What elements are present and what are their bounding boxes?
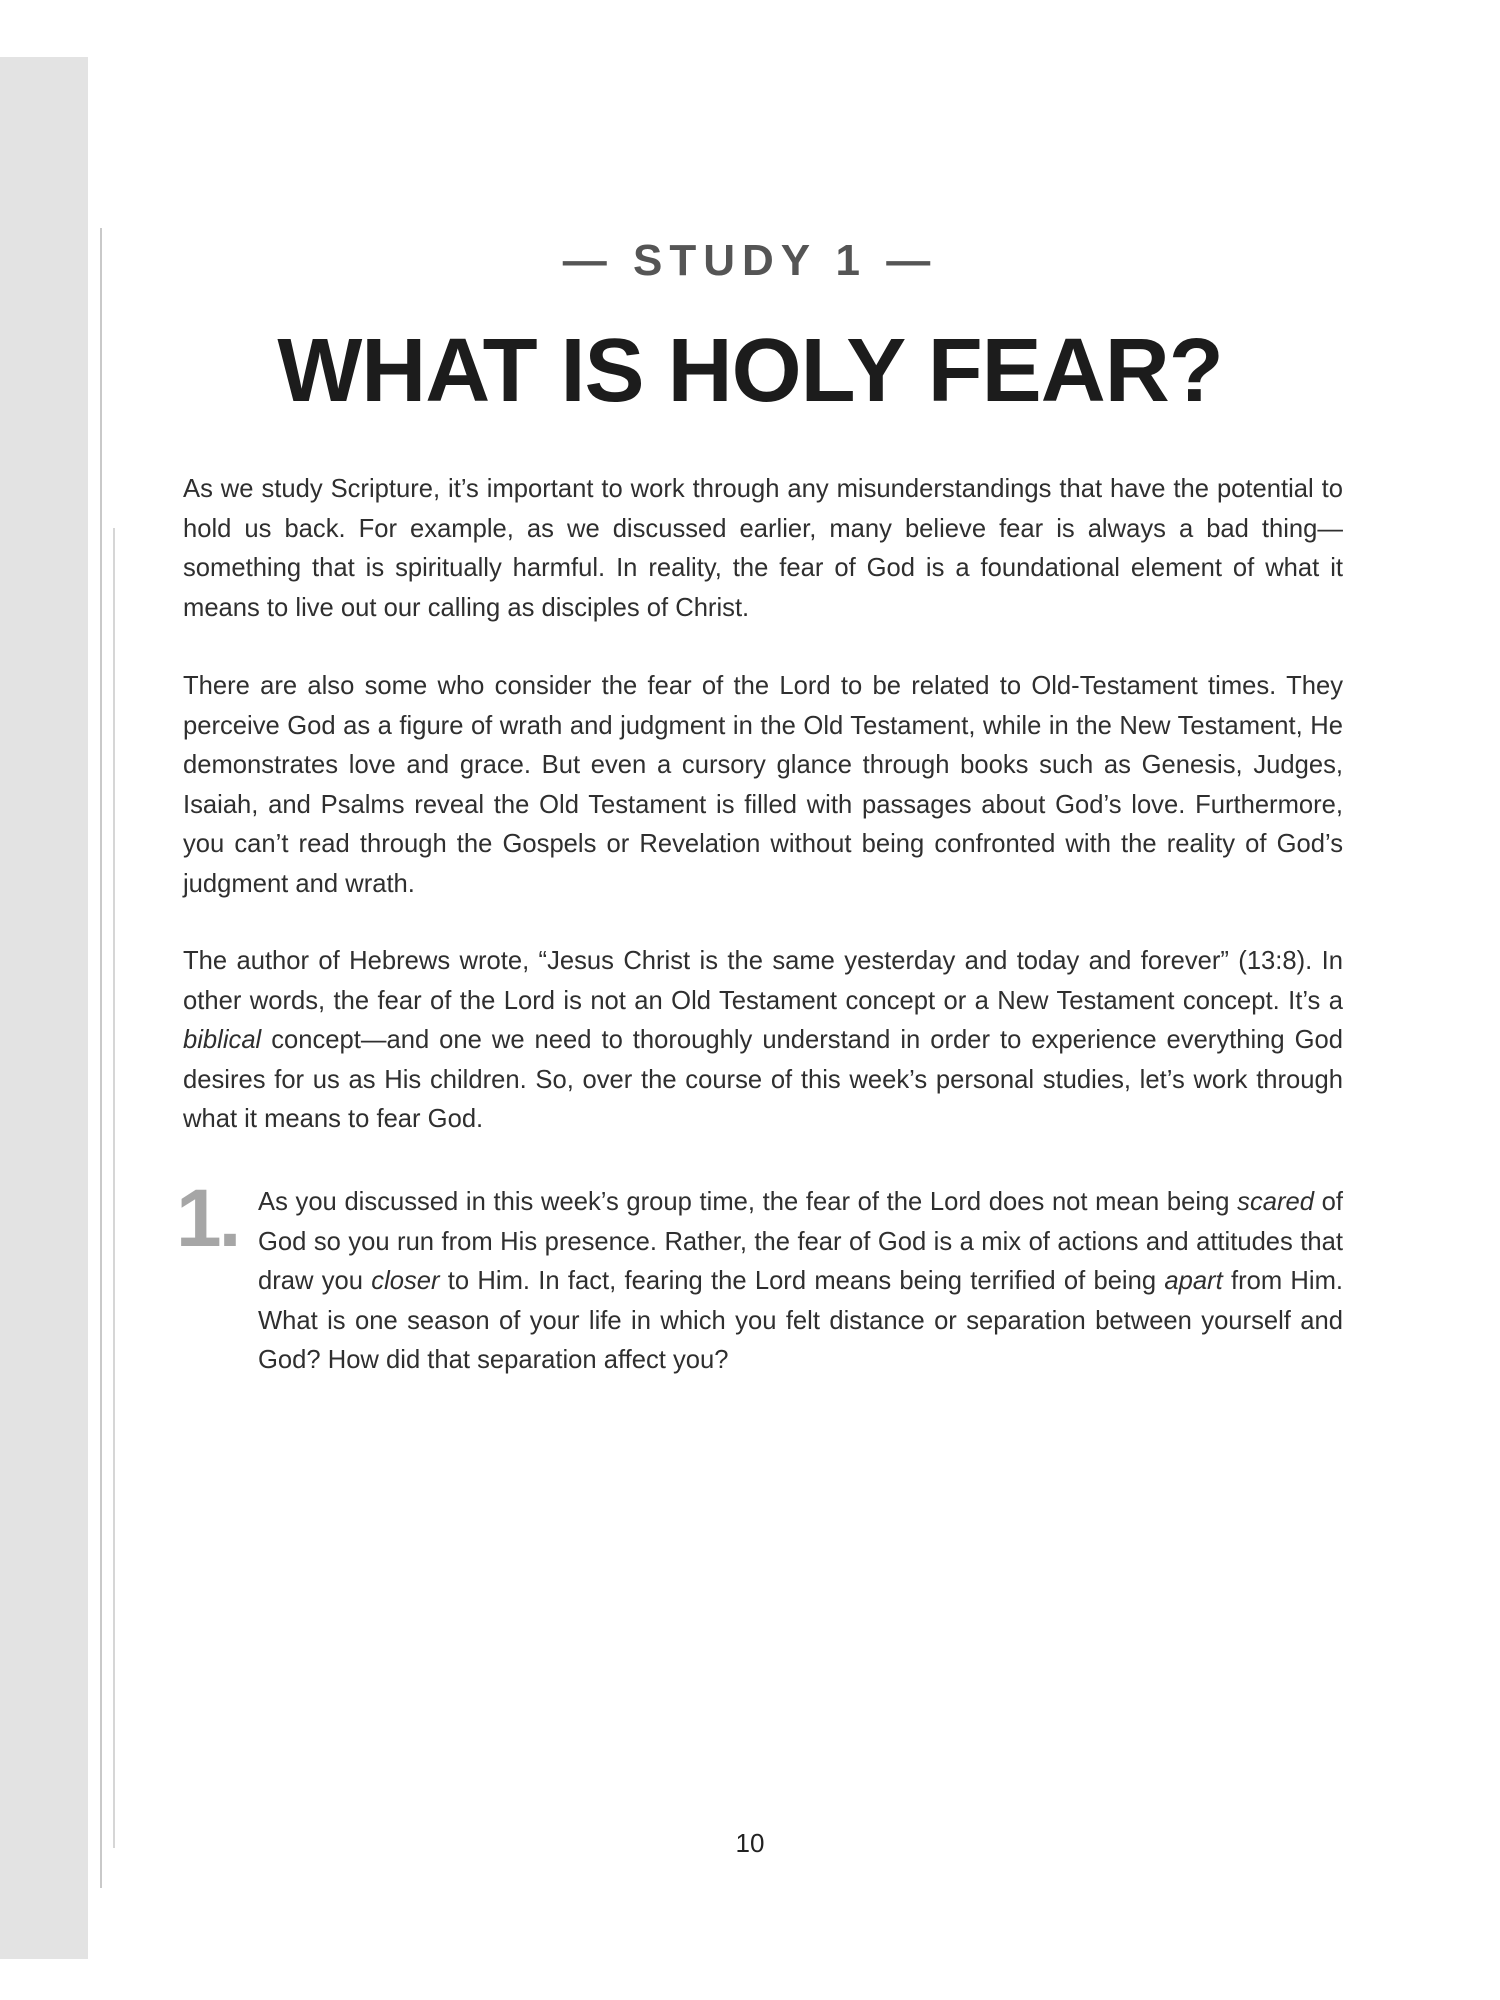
study-label: — STUDY 1 — [562, 236, 938, 285]
question-text-segment: As you discussed in this week’s group time, the fear of the Lord does not mean being [258, 1188, 1238, 1216]
question-text-segment: to Him. In fact, fearing the Lord means being terrified of being [439, 1267, 1165, 1295]
emphasis-apart: apart [1164, 1267, 1223, 1295]
paragraph-text: concept—and one we need to thoroughly understand in order to experience everything God desires for us as His children. So, over the course of this week’s personal studies, let’s work through what it means to fear God. [183, 1026, 1343, 1133]
page-title: WHAT IS HOLY FEAR? [277, 321, 1223, 421]
body-paragraph-2: There are also some who consider the fear of the Lord to be related to Old-Testament times. They perceive God as a figure of wrath and judgment in the Old Testament, while in the New Testament, He demonstrates love and grace. But even a cursory glance through books such as Genesis, Judges, Isaiah, and Psalms reveal the Old Testament is filled with passages about God’s love. Furthermore, you can’t read through the Gospels or Revelation without being confronted with the reality of God’s judgment and wrath. [183, 672, 1343, 898]
emphasis-closer: closer [371, 1267, 440, 1295]
paragraph-text: The author of Hebrews wrote, “Jesus Christ is the same yesterday and today and forever” (13:8). In other words, the fear of the Lord is not an Old Testament concept or a New Testament concept. It’s a [183, 947, 1343, 1015]
emphasis-scared: scared [1237, 1188, 1314, 1216]
emphasis-biblical: biblical [183, 1026, 262, 1054]
page-edge-line [100, 228, 102, 1888]
question-text-segment: from Him. What is one season of your life in which you felt distance or separation between yourself and God? How did that separation affect you? [258, 1267, 1344, 1374]
body-paragraph-1: As we study Scripture, it’s important to work through any misunderstandings that have the potential to hold us back. For example, as we discussed earlier, many believe fear is always a bad thing—something that is spiritually harmful. In reality, the fear of God is a foundational element of what it means to live out our calling as disciples of Christ. [183, 475, 1343, 622]
body-paragraph-3 [183, 942, 1343, 1140]
page-edge-line-inner [113, 528, 115, 1848]
page-number: 10 [735, 1828, 765, 1858]
question-text [258, 1183, 1343, 1381]
question-number: 1. [176, 1173, 239, 1264]
page-margin-top [0, 0, 88, 57]
question-text-segment: of God so you run from His presence. Rather, the fear of God is a mix of actions and attitudes that draw you [258, 1188, 1343, 1295]
